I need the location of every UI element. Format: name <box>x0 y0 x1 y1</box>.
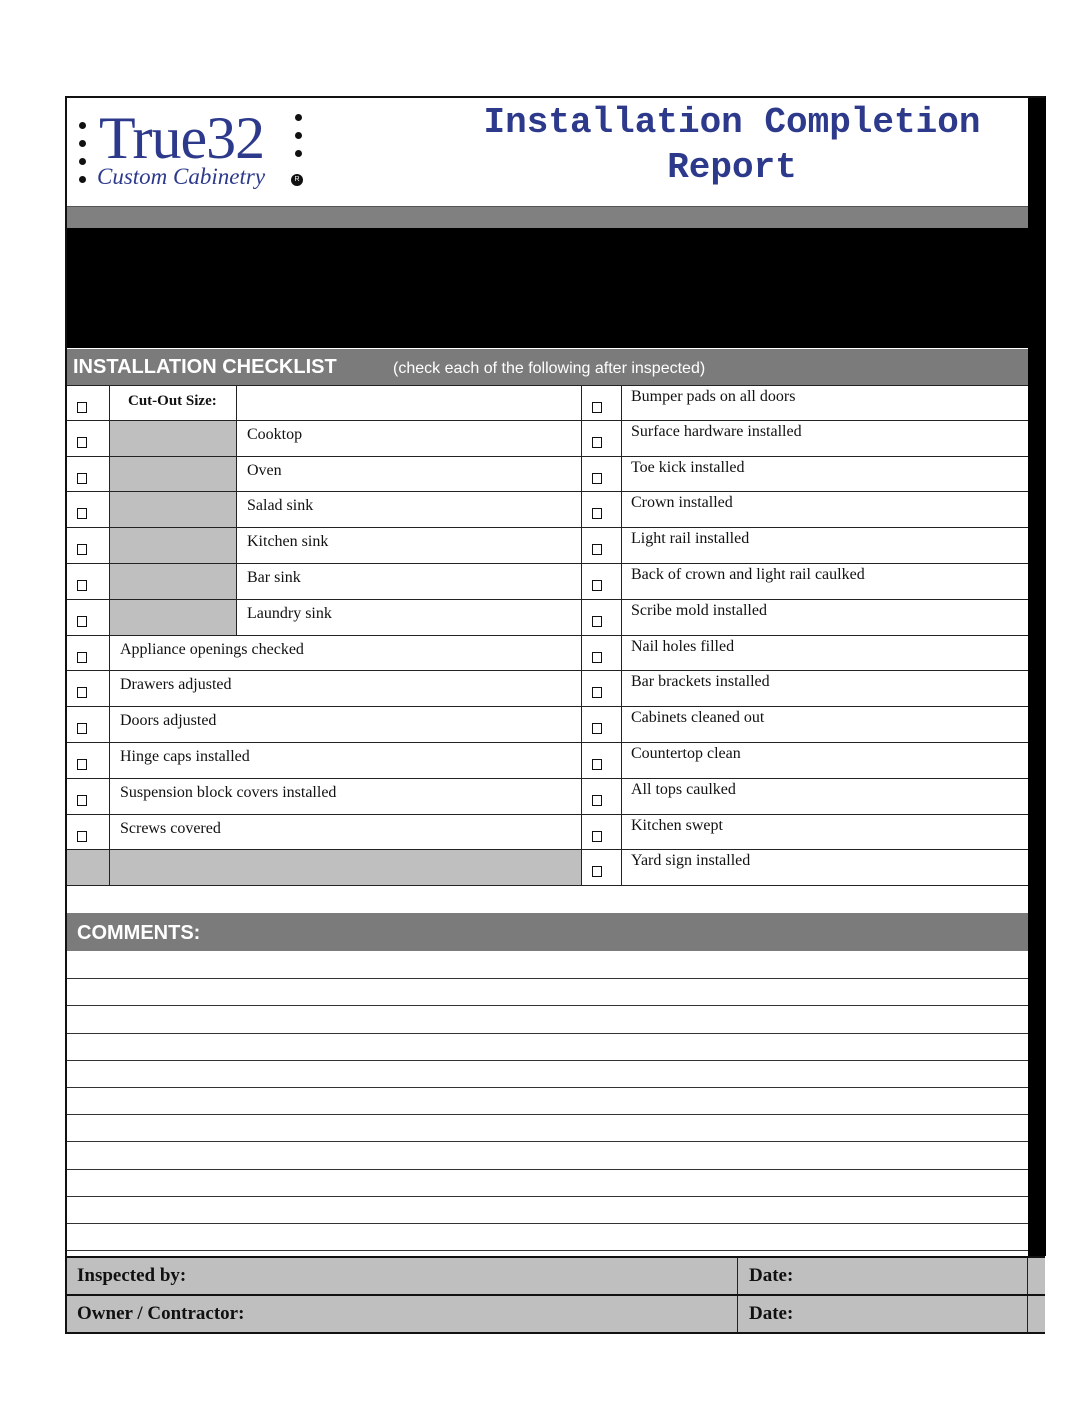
cutout-item-label: Cooktop <box>247 425 303 443</box>
checklist-row <box>67 600 1028 636</box>
right-checkbox-cell <box>581 707 621 742</box>
comment-line[interactable] <box>67 1169 1028 1170</box>
right-checkbox-cell <box>581 743 621 778</box>
left-checkbox-cell <box>67 779 109 814</box>
left-item-label: Suspension block covers installed <box>120 783 337 801</box>
right-item-cell <box>621 564 1028 599</box>
cutout-item-label: Kitchen sink <box>247 533 329 551</box>
right-item-label: All tops caulked <box>631 780 736 798</box>
checkbox[interactable] <box>592 402 602 413</box>
checklist-row <box>67 564 1028 600</box>
checkbox[interactable] <box>77 580 87 591</box>
checklist-row <box>67 492 1028 528</box>
checkbox[interactable] <box>77 437 87 448</box>
checkbox[interactable] <box>592 508 602 519</box>
left-item-cell <box>109 779 581 814</box>
cutout-item-label: Salad sink <box>247 497 314 515</box>
checkbox[interactable] <box>592 723 602 734</box>
checklist-row <box>67 457 1028 493</box>
right-checkbox-cell <box>581 636 621 671</box>
checkbox[interactable] <box>592 580 602 591</box>
cutout-size-input[interactable] <box>109 492 236 527</box>
cutout-size-field[interactable] <box>236 386 581 420</box>
right-item-cell <box>621 386 1028 420</box>
left-checkbox-cell <box>67 421 109 456</box>
checkbox[interactable] <box>592 866 602 877</box>
checkbox[interactable] <box>592 795 602 806</box>
cutout-item-label: Oven <box>247 461 282 479</box>
checkbox[interactable] <box>77 652 87 663</box>
right-item-cell <box>621 743 1028 778</box>
left-checkbox-cell <box>67 564 109 599</box>
right-checkbox-cell <box>581 779 621 814</box>
cutout-size-label-cell <box>109 386 236 420</box>
comment-line[interactable] <box>67 1223 1028 1224</box>
right-item-label: Crown installed <box>631 494 733 512</box>
right-checkbox-cell <box>581 457 621 492</box>
comment-line[interactable] <box>67 1060 1028 1061</box>
right-checkbox-cell <box>581 492 621 527</box>
left-checkbox-cell <box>67 707 109 742</box>
cutout-item-label: Laundry sink <box>247 604 332 622</box>
right-item-label: Yard sign installed <box>631 852 751 870</box>
registered-mark-icon: R <box>291 174 303 186</box>
comment-line[interactable] <box>67 1141 1028 1142</box>
left-item-label: Doors adjusted <box>120 712 217 730</box>
right-item-label: Scribe mold installed <box>631 601 767 619</box>
checkbox[interactable] <box>77 544 87 555</box>
right-item-cell <box>621 815 1028 850</box>
right-item-cell <box>621 850 1028 885</box>
left-checkbox-cell <box>67 528 109 563</box>
cutout-size-input[interactable] <box>109 600 236 635</box>
comment-line[interactable] <box>67 1033 1028 1034</box>
right-item-label: Toe kick installed <box>631 458 745 476</box>
comments-heading-bar <box>67 913 1028 951</box>
cutout-size-label: Cut-Out Size: <box>128 393 217 409</box>
cutout-size-input[interactable] <box>109 528 236 563</box>
right-item-cell <box>621 600 1028 635</box>
checklist-heading-bar <box>67 349 1028 385</box>
report-title-line1: Installation Completion <box>483 102 981 143</box>
inspected-by-row <box>67 1256 1045 1294</box>
right-item-cell <box>621 457 1028 492</box>
left-item-label: Screws covered <box>120 819 221 837</box>
right-item-cell <box>621 492 1028 527</box>
checklist-row <box>67 743 1028 779</box>
checkbox[interactable] <box>77 795 87 806</box>
left-checkbox-cell <box>67 636 109 671</box>
right-checkbox-cell <box>581 421 621 456</box>
comment-line[interactable] <box>67 1005 1028 1006</box>
left-item-cell <box>109 636 581 671</box>
checkbox[interactable] <box>592 437 602 448</box>
cutout-item-cell <box>236 600 581 635</box>
cutout-item-cell <box>236 528 581 563</box>
left-checkbox-cell <box>67 492 109 527</box>
owner-date-label: Date: <box>749 1303 794 1324</box>
report-title-line2: Report <box>667 147 797 188</box>
right-item-label: Nail holes filled <box>631 637 735 655</box>
right-checkbox-cell <box>581 815 621 850</box>
right-item-cell <box>621 636 1028 671</box>
left-item-label: Hinge caps installed <box>120 748 250 765</box>
checkbox[interactable] <box>77 616 87 627</box>
left-item-cell <box>109 743 581 778</box>
left-item-cell <box>109 707 581 742</box>
cutout-item-cell <box>236 492 581 527</box>
checkbox[interactable] <box>592 831 602 842</box>
checklist-row <box>67 636 1028 672</box>
right-item-label: Back of crown and light rail caulked <box>631 566 865 583</box>
cutout-item-cell <box>236 457 581 492</box>
logo-tagline: Custom Cabinetry <box>97 164 266 189</box>
left-checkbox-cell <box>67 457 109 492</box>
header-divider-band <box>67 206 1028 229</box>
checkbox[interactable] <box>77 508 87 519</box>
owner-contractor-label: Owner / Contractor: <box>77 1303 245 1324</box>
right-item-cell <box>621 421 1028 456</box>
left-checkbox-cell <box>67 600 109 635</box>
right-checkbox-cell <box>581 528 621 563</box>
checkbox[interactable] <box>592 687 602 698</box>
right-checkbox-cell <box>581 564 621 599</box>
checklist-row <box>67 815 1028 851</box>
report-header <box>67 98 1028 206</box>
black-band <box>67 228 1028 348</box>
cutout-item-cell <box>236 564 581 599</box>
comment-line[interactable] <box>67 1250 1028 1251</box>
checklist-heading: INSTALLATION CHECKLIST <box>73 356 337 378</box>
left-item-label: Appliance openings checked <box>120 640 304 658</box>
right-item-label: Bar brackets installed <box>631 673 770 691</box>
cutout-size-input[interactable] <box>109 421 236 456</box>
right-item-label: Countertop clean <box>631 745 741 762</box>
left-checkbox-cell <box>67 671 109 706</box>
comments-heading: COMMENTS: <box>77 922 201 944</box>
blank-gray-cell <box>109 850 581 885</box>
checklist-row <box>67 707 1028 743</box>
left-checkbox-cell <box>67 386 109 420</box>
comment-line[interactable] <box>67 1196 1028 1197</box>
left-item-label: Drawers adjusted <box>120 676 232 694</box>
true32-logo <box>77 106 317 198</box>
checkbox[interactable] <box>77 473 87 484</box>
report-title <box>447 100 1017 190</box>
checklist-row <box>67 779 1028 815</box>
checkbox[interactable] <box>77 759 87 770</box>
checkbox[interactable] <box>77 687 87 698</box>
checkbox[interactable] <box>592 616 602 627</box>
comment-line[interactable] <box>67 1087 1028 1088</box>
left-checkbox-cell <box>67 850 109 885</box>
right-checkbox-cell <box>581 600 621 635</box>
checkbox[interactable] <box>77 402 87 413</box>
right-item-label: Bumper pads on all doors <box>631 388 796 405</box>
right-checkbox-cell <box>581 671 621 706</box>
right-item-label: Kitchen swept <box>631 816 723 834</box>
owner-contractor-row <box>67 1294 1045 1332</box>
cutout-size-input[interactable] <box>109 457 236 492</box>
right-item-cell <box>621 707 1028 742</box>
right-checkbox-cell <box>581 386 621 420</box>
checklist-row <box>67 850 1028 886</box>
checkbox[interactable] <box>592 759 602 770</box>
right-item-cell <box>621 528 1028 563</box>
left-item-cell <box>109 815 581 850</box>
checklist-note: (check each of the following after inspected) <box>393 360 706 377</box>
checkbox[interactable] <box>592 473 602 484</box>
checkbox[interactable] <box>77 831 87 842</box>
right-checkbox-cell <box>581 850 621 885</box>
checkbox[interactable] <box>592 652 602 663</box>
right-item-label: Light rail installed <box>631 530 750 548</box>
cutout-item-cell <box>236 421 581 456</box>
checklist-row <box>67 385 1028 421</box>
inspected-date-label: Date: <box>749 1265 794 1286</box>
comment-line[interactable] <box>67 1114 1028 1115</box>
checkbox[interactable] <box>592 544 602 555</box>
report-form <box>65 96 1045 1334</box>
right-item-cell <box>621 671 1028 706</box>
checkbox[interactable] <box>77 723 87 734</box>
checklist-row <box>67 421 1028 457</box>
cutout-item-label: Bar sink <box>247 569 301 586</box>
comment-line[interactable] <box>67 978 1028 979</box>
left-checkbox-cell <box>67 815 109 850</box>
right-item-label: Surface hardware installed <box>631 422 802 440</box>
left-checkbox-cell <box>67 743 109 778</box>
right-item-label: Cabinets cleaned out <box>631 709 765 727</box>
cutout-size-input[interactable] <box>109 564 236 599</box>
checklist-row <box>67 528 1028 564</box>
logo-wordmark: True32 <box>99 105 265 171</box>
right-item-cell <box>621 779 1028 814</box>
inspected-by-label: Inspected by: <box>77 1265 187 1286</box>
left-item-cell <box>109 671 581 706</box>
checklist-row <box>67 671 1028 707</box>
